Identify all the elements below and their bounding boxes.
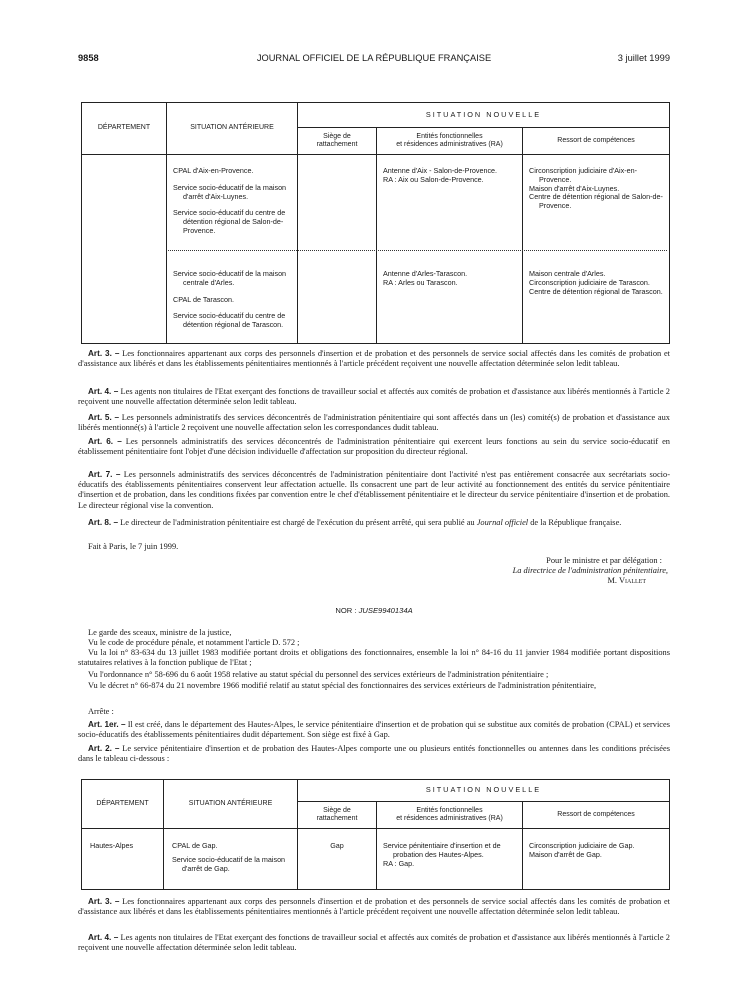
signature-block — [513, 556, 668, 587]
article-6: Art. 6. – Les personnels administratifs des services déconcentrés de l'administration pénitentiaire qui exercent leurs fonctions au sein du service socio-éducatif en établissement pénitentiaire font l'objet d'une décision individuelle d'affectation sur proposition du directeur régional. — [78, 437, 670, 457]
arrete: Arrête : — [88, 707, 114, 716]
nor-reference: NOR : JUSE9940134A — [335, 606, 413, 615]
cell-entites — [377, 155, 523, 344]
cell-ressort — [523, 155, 670, 344]
list-item: Maison d'arrêt d'Aix-Luynes. — [529, 183, 620, 193]
list-item: CPAL de Tarascon. — [173, 294, 234, 304]
journal-title: JOURNAL OFFICIEL DE LA RÉPUBLIQUE FRANÇAISE — [256, 53, 492, 63]
article-2: Art. 2. – Le service pénitentiaire d'insertion et de probation des Hautes-Alpes comporte une ou plusieurs entités fonctionnelles ou antennes dans les conditions précisées dans le tableau ci-dessous : — [78, 744, 671, 764]
col-header-situation-anterieure: SITUATION ANTÉRIEURE — [164, 780, 298, 829]
list-item: Circonscription judiciaire d'Aix-en-Provence. — [529, 166, 638, 184]
list-item: Service socio-éducatif de la maison d'arrêt d'Aix-Luynes. — [173, 182, 287, 201]
col-header-siege: Siège de rattachement — [298, 802, 377, 829]
list-item: Service socio-éducatif du centre de détention régional de Salon-de-Provence. — [173, 208, 286, 235]
issue-date: 3 juillet 1999 — [617, 53, 670, 63]
article-5: Art. 5. – Les personnels administratifs des services déconcentrés de l'administration pénitentiaire qui sont affectés dans un (les) comité(s) de probation et d'assistance aux libérés mentionné(s) à l'article 2 reçoivent une nouvelle affectation selon les correspondances dudit tableau. — [78, 413, 670, 433]
list-item: Circonscription judiciaire de Tarascon. — [529, 277, 650, 287]
col-header-entites: Entités fonctionnelles et résidences administratives (RA) — [377, 802, 523, 829]
group-separator — [168, 250, 667, 251]
cell-departement — [82, 155, 167, 344]
assignment-table-2 — [81, 779, 670, 890]
signature-name: M. Viallet — [607, 576, 646, 586]
col-header-situation-nouvelle: SITUATION NOUVELLE — [298, 103, 670, 128]
page-header — [78, 53, 670, 67]
list-item: RA : Arles ou Tarascon. — [383, 277, 458, 287]
signature-line-1: Pour le ministre et par délégation : — [546, 556, 662, 565]
list-item: CPAL de Gap. — [172, 841, 218, 850]
cell-anterieure — [164, 829, 298, 890]
signature-line-2: La directrice de l'administration pénitentiaire, — [512, 566, 668, 576]
list-item: CPAL d'Aix-en-Provence. — [173, 166, 254, 175]
col-header-ressort: Ressort de compétences — [523, 802, 670, 829]
list-item: Antenne d'Aix - Salon-de-Provence. — [383, 166, 498, 175]
col-header-departement: DÉPARTEMENT — [82, 103, 167, 155]
col-header-siege: Siège de rattachement — [298, 128, 377, 155]
col-header-situation-nouvelle: SITUATION NOUVELLE — [298, 780, 670, 802]
article-8: Art. 8. – Le directeur de l'administration pénitentiaire est chargé de l'exécution du présent arrêté, qui sera publié au Journal officiel de la République française. — [88, 518, 622, 527]
article-7: Art. 7. – Les personnels administratifs des services déconcentrés de l'administration pénitentiaire dont l'activité n'est pas entièrement consacrée aux secrétariats socio-éducatifs des établissements pénitentiaires conservent leur affectation actuelle. Ils consacrent une part de leur activité au fonctionnement des entités du service pénitentiaire d'insertion et de probation, dans les conditions fixées par convention entre le chef d'établissement pénitentiaire et le directeur du service pénitentiaire d'insertion et de probation. Le directeur régional vise la convention. — [78, 470, 670, 510]
list-item: Circonscription judiciaire de Gap. — [529, 841, 635, 850]
preamble-3: Vu la loi n° 83-634 du 13 juillet 1983 modifiée portant droits et obligations des fonctionnaires, ensemble la loi n° 84-16 du 11 janvier 1984 modifiée portant dispositions statutaires relatives à la fonction publique de l'Etat ; — [78, 648, 670, 668]
list-item: Antenne d'Arles-Tarascon. — [383, 269, 468, 278]
list-item: Service socio-éducatif de la maison d'arrêt de Gap. — [172, 854, 286, 873]
article-3b: Art. 3. – Les fonctionnaires appartenant aux corps des personnels d'insertion et de probation et des personnels de service social affectés dans les comités de probation et d'assistance aux libérés et dans les établissements pénitentiaires mentionnés à l'article précédent reçoivent une nouvelle affectation déterminée selon ledit tableau. — [78, 897, 671, 917]
list-item: Service pénitentiaire d'insertion et de probation des Hautes-Alpes. — [383, 841, 501, 859]
list-item: Service socio-éducatif du centre de détention régional de Tarascon. — [173, 311, 286, 330]
cell-anterieure — [167, 155, 298, 344]
col-header-situation-anterieure: SITUATION ANTÉRIEURE — [167, 103, 298, 155]
preamble-4: Vu l'ordonnance n° 58-696 du 6 août 1958 relative au statut spécial du personnel des services extérieurs de l'administration pénitentiaire ; — [88, 670, 549, 679]
preamble-5: Vu le décret n° 66-874 du 21 novembre 1966 modifié relatif au statut spécial des fonctionnaires des services extérieurs de l'administration pénitentiaire, — [88, 681, 597, 690]
cell-siege: Gap — [298, 829, 377, 890]
preamble-2: Vu le code de procédure pénale, et notamment l'article D. 572 ; — [88, 638, 300, 647]
fait-a-paris: Fait à Paris, le 7 juin 1999. — [88, 542, 179, 551]
assignment-table-1 — [81, 102, 670, 344]
list-item: Service socio-éducatif de la maison centrale d'Arles. — [173, 269, 287, 287]
list-item: RA : Gap. — [383, 858, 415, 868]
article-3: Art. 3. – Les fonctionnaires appartenant aux corps des personnels d'insertion et de probation et des personnels de service social affectés dans les comités de probation et d'assistance aux libérés et dans les établissements pénitentiaires mentionnés à l'article précédent reçoivent une nouvelle affectation déterminée selon ledit tableau. — [78, 349, 671, 369]
list-item: Maison d'arrêt de Gap. — [529, 849, 602, 859]
preamble-1: Le garde des sceaux, ministre de la justice, — [88, 628, 232, 637]
list-item: RA : Aix ou Salon-de-Provence. — [383, 174, 484, 184]
list-item: Maison centrale d'Arles. — [529, 269, 606, 278]
article-4b: Art. 4. – Les agents non titulaires de l'Etat exerçant des fonctions de travailleur social et affectés aux comités de probation et d'assistance aux libérés mentionnés à l'article 2 reçoivent une nouvelle affectation déterminée selon ledit tableau. — [78, 933, 670, 953]
article-4: Art. 4. – Les agents non titulaires de l'Etat exerçant des fonctions de travailleur social et affectés aux comités de probation et d'assistance aux libérés mentionnés à l'article 2 reçoivent une nouvelle affectation déterminée selon ledit tableau. — [78, 387, 670, 407]
cell-siege — [298, 155, 377, 344]
col-header-entites: Entités fonctionnelles et résidences administratives (RA) — [377, 128, 523, 155]
list-item: Centre de détention régional de Tarascon. — [529, 286, 663, 296]
cell-ressort — [523, 829, 670, 890]
cell-entites — [377, 829, 523, 890]
list-item: Centre de détention régional de Salon-de-Provence. — [529, 192, 663, 211]
cell-departement: Hautes-Alpes — [82, 829, 164, 890]
article-1: Art. 1er. – Il est créé, dans le département des Hautes-Alpes, le service pénitentiaire d'insertion et de probation qui se substitue aux comités de probation (CPAL) et services socio-éducatifs des établissements pénitentiaires dudit département. Son siège est fixé à Gap. — [78, 720, 671, 740]
col-header-ressort: Ressort de compétences — [523, 128, 670, 155]
col-header-departement: DÉPARTEMENT — [82, 780, 164, 829]
nor-code: JUSE9940134A — [358, 606, 413, 615]
page-number: 9858 — [78, 53, 99, 63]
